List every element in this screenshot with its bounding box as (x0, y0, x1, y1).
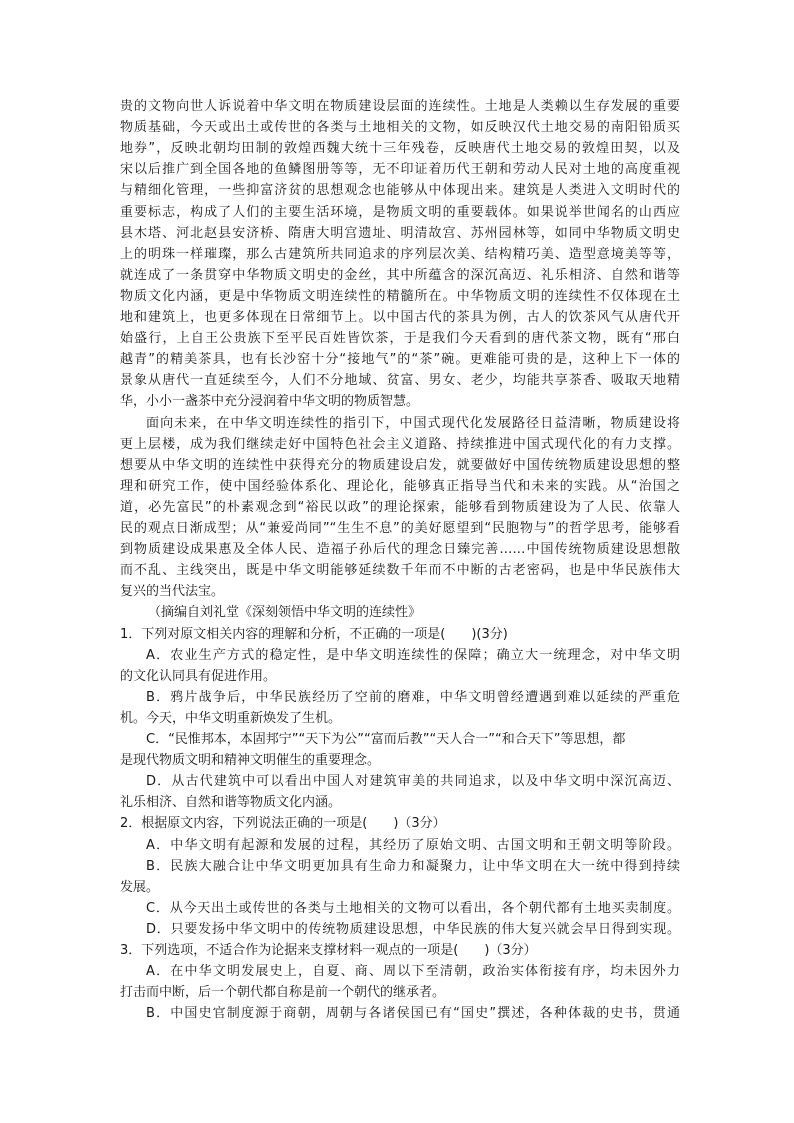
question-line: D．从古代建筑中可以看出中国人对建筑审美的共同追求，以及中华文明中深沉高迈、 (146, 774, 680, 790)
question-line: 机。今天，中华文明重新焕发了生机。 (120, 710, 342, 726)
passage-line: 景象从唐代一直延续至今，人们不分地域、贫富、男女、老少，均能共享茶香、吸取天地精 (120, 373, 680, 389)
passage-line: 华，小小一盏茶中充分浸润着中华文明的物质智慧。 (120, 394, 420, 410)
passage-line: 面向未来，在中华文明连续性的指引下，中国式现代化发展路径日益清晰，物质建设将 (146, 415, 680, 431)
passage-line: 物质文化内涵，更是中华物质文明连续性的精髓所在。中华物质文明的连续性不仅体现在土 (120, 288, 680, 304)
question-line: 2．根据原文内容，下列说法正确的一项是( )（3分） (120, 816, 446, 832)
passage-line: 想要从中华文明的连续性中获得充分的物质建设启发，就要做好中国传统物质建设思想的整 (120, 457, 680, 473)
question-line: C．“民惟邦本，本固邦宁”“天下为公”“富而后教”“天人合一”“和合天下”等思想，都 (146, 732, 626, 747)
question-line: 打击而中断，后一个朝代都自称是前一个朝代的继承者。 (120, 985, 446, 1001)
question-line: B．民族大融合让中华文明更加具有生命力和凝聚力，让中华文明在大一统中得到持续 (146, 858, 680, 874)
passage-line: （摘编自刘礼堂《深刻领悟中华文明的连续性》 (148, 605, 422, 621)
question-line: 3．下列选项，不适合作为论据来支撑材料一观点的一项是( )（3分） (120, 943, 537, 958)
question-line: A．农业生产方式的稳定性，是中华文明连续性的保障；确立大一统理念，对中华文明 (146, 647, 680, 663)
passage-line: 重要标志，构成了人们的主要生活环境，是物质文明的重要载体。如果说举世闻名的山西应 (120, 204, 680, 220)
question-line: A．在中华文明发展史上，自夏、商、周以下至清朝，政治实体衔接有序，均未因外力 (146, 964, 680, 980)
passage-line: 理和研究工作，使中国经验体系化、理论化，能够真正指导当代和未来的实践。从“治国之 (120, 478, 680, 494)
passage-line: 就连成了一条贯穿中华物质文明史的金丝，其中所蕴含的深沉高迈、礼乐相济、自然和谐等 (120, 267, 680, 283)
passage-line: 复兴的当代法宝。 (120, 584, 225, 600)
passage-line: 更上层楼，成为我们继续走好中国特色社会主义道路、持续推进中国式现代化的有力支撑。 (120, 436, 680, 452)
passage-line: 而不乱、主线突出，既是中华文明能够延续数千年而不中断的古老密码，也是中华民族伟大 (120, 563, 680, 579)
question-line: A．中华文明有起源和发展的过程，其经历了原始文明、古国文明和王朝文明等阶段。 (146, 837, 680, 853)
passage-line: 民的观点日渐成型；从“兼爱尚同”“生生不息”的美好愿望到“民胞物与”的哲学思考，能够看 (120, 521, 680, 536)
question-line: C．从今天出土或传世的各类与土地相关的文物可以看出，各个朝代都有土地买卖制度。 (146, 900, 680, 916)
question-line: 1．下列对原文相关内容的理解和分析，不正确的一项是( )(3分) (120, 626, 508, 642)
passage-line: 与精细化管理，一些抑富济贫的思想观念也能够从中体现出来。建筑是人类进入文明时代的 (120, 183, 680, 199)
question-line: B．中国史官制度源于商朝，周朝与各诸侯国已有“国史”撰述，各种体裁的史书，贯通 (146, 1006, 680, 1022)
passage-line: 始盛行，上自王公贵族下至平民百姓皆饮茶，于是我们今天看到的唐代茶文物，既有“邢白 (120, 331, 680, 347)
passage-line: 上的明珠一样璀璨，那么古建筑所共同追求的序列层次美、结构精巧美、造型意境美等等， (120, 246, 680, 262)
passage-line: 道，必先富民”的朴素观念到“裕民以政”的理论探索，能够看到物质建设为了人民、依靠人 (120, 499, 680, 515)
passage-line: 越青”的精美茶具，也有长沙窑十分“接地气”的“茶”碗。更难能可贵的是，这种上下一体的 (120, 352, 680, 368)
passage-line: 地和建筑上，也更多体现在日常细节上。以中国古代的茶具为例，古人的饮茶风气从唐代开 (120, 310, 680, 325)
question-line: D．只要发扬中华文明中的传统物质建设思想，中华民族的伟大复兴就会早日得到实现。 (146, 921, 680, 937)
question-line: 礼乐相济、自然和谐等物质文化内涵。 (120, 795, 342, 811)
passage-line: 县木塔、河北赵县安济桥、隋唐大明宫遗址、明清故宫、苏州园林等，如同中华物质文明史 (120, 225, 680, 241)
passage-line: 到物质建设成果惠及全体人民、造福子孙后代的理念日臻完善……中国传统物质建设思想散 (120, 542, 680, 558)
passage-line: 贵的文物向世人诉说着中华文明在物质建设层面的连续性。土地是人类赖以生存发展的重要 (120, 99, 680, 114)
question-line: B．鸦片战争后，中华民族经历了空前的磨难，中华文明曾经遭遇到难以延续的严重危 (146, 689, 680, 705)
question-line: 发展。 (120, 879, 160, 895)
question-line: 是现代物质文明和精神文明催生的重要理念。 (120, 753, 381, 769)
passage-line: 物质基础，今天或出土或传世的各类与土地相关的文物，如反映汉代土地交易的南阳铅质买 (120, 120, 680, 136)
passage-line: 地券”，反映北朝均田制的敦煌西魏大统十三年残卷，反映唐代土地交易的敦煌田契，以及 (120, 141, 680, 157)
question-line: 的文化认同具有促进作用。 (120, 668, 277, 684)
passage-line: 宋以后推广到全国各地的鱼鳞图册等等，无不印证着历代王朝和劳动人民对土地的高度重视 (120, 162, 680, 178)
